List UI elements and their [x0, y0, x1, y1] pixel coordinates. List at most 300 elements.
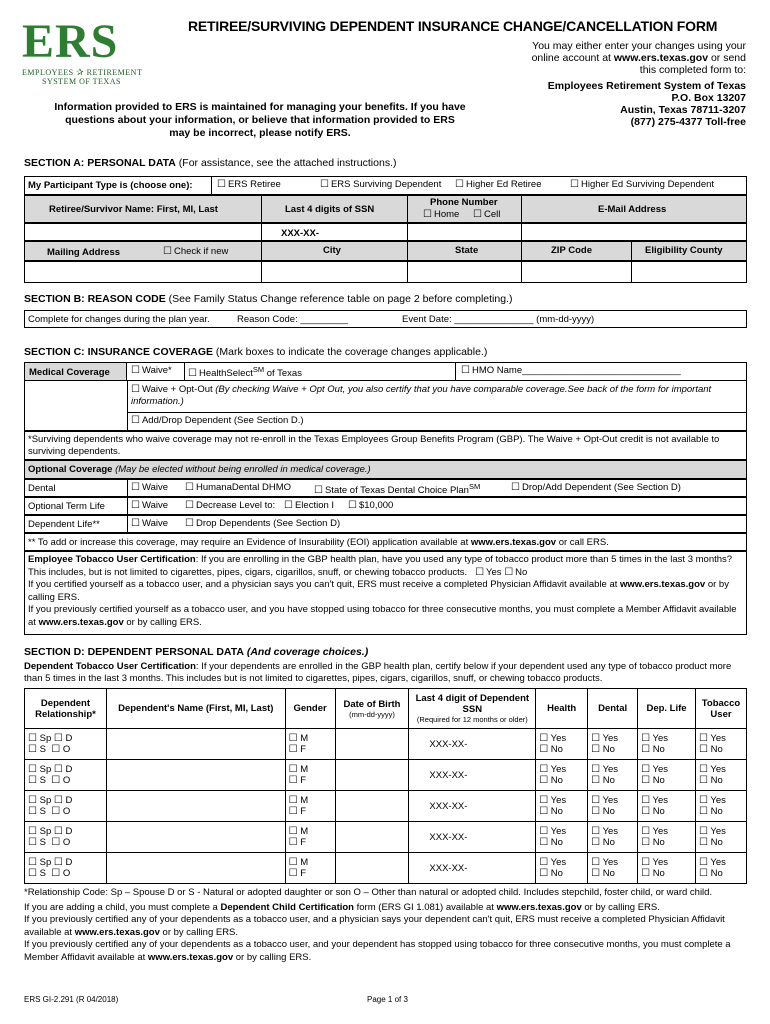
checkbox-dental-no[interactable]: ☐ — [591, 744, 601, 755]
col-dep-life: Dep. Life — [638, 689, 696, 729]
checkbox-tobacco-yes[interactable]: ☐ — [698, 857, 708, 868]
checkbox-dep-life-yes[interactable]: ☐ — [641, 857, 651, 868]
optional-coverage-note: (May be elected without being enrolled in medical coverage.) — [112, 464, 371, 475]
dep-physician-note — [24, 914, 747, 939]
checkbox-term-waive[interactable] — [131, 500, 168, 511]
no-label: No — [550, 837, 563, 848]
check-new-label: Check if new — [173, 246, 229, 257]
sm-mark: SM — [252, 365, 265, 374]
yes-label: Yes — [602, 795, 619, 806]
checkbox-female[interactable]: ☐ — [288, 837, 298, 848]
checkbox-dep-life-yes[interactable]: ☐ — [641, 733, 651, 744]
ers-surviving-label: ERS Surviving Dependent — [330, 179, 442, 190]
no-label: No — [652, 744, 665, 755]
checkbox-healthselect[interactable] — [188, 365, 302, 379]
checkbox-d[interactable]: ☐ — [53, 764, 63, 775]
address-line-2: P.O. Box 13207 — [671, 92, 746, 104]
home-label: Home — [433, 209, 460, 220]
checkbox-highered-surviving[interactable] — [570, 179, 714, 190]
no-label: No — [602, 744, 615, 755]
sp-label: Sp — [39, 764, 52, 775]
event-date-field[interactable]: Event Date: _______________ (mm-dd-yyyy) — [402, 314, 595, 325]
waive-opt-out-note: (By checking Waive + Opt Out, you also certify that you have comparable coverage.See back of the form for important information.) — [131, 384, 712, 407]
checkbox-medical-waive[interactable] — [131, 365, 172, 376]
zip-field[interactable] — [522, 262, 631, 282]
m-label: M — [300, 857, 309, 868]
dep-stop-link[interactable]: www.ers.texas.gov — [147, 951, 234, 963]
checkbox-dental-yes[interactable]: ☐ — [591, 795, 601, 806]
o-label: O — [62, 837, 71, 848]
checkbox-tobacco-no[interactable] — [504, 567, 515, 578]
tobacco-question-text: : If you are enrolling in the GBP health plan, have you used any type of tobacco product more than 5 times in the last 3 months? This includes, but is not limited to cigarettes, pipes, cigars, cigarillos, snuff, or chewing tobacco products. — [28, 554, 733, 578]
medical-coverage-label: Medical Coverage — [29, 367, 110, 378]
checkbox-o[interactable]: ☐ — [51, 868, 61, 879]
child-link[interactable]: www.ers.texas.gov — [496, 901, 582, 913]
submission-line-2 — [532, 52, 746, 64]
ssn-note: (Required for 12 months or older) — [416, 715, 528, 724]
ers-logo: ERS — [22, 15, 119, 68]
no-label: No — [602, 806, 615, 817]
no-label: No — [710, 806, 723, 817]
tobacco — [695, 791, 746, 822]
no-label: No — [550, 775, 563, 786]
dob-field[interactable] — [335, 822, 409, 853]
cell-label: Cell — [483, 209, 501, 220]
checkbox-tobacco-yes[interactable]: ☐ — [698, 826, 708, 837]
d-label: D — [65, 857, 73, 868]
dependent-name-field[interactable] — [106, 791, 285, 822]
phone-tollfree: (877) 275-4377 Toll-free — [630, 116, 746, 128]
checkbox-s[interactable]: ☐ — [28, 775, 37, 786]
checkbox-d[interactable]: ☐ — [53, 733, 63, 744]
physician-affidavit-note — [28, 579, 743, 604]
checkbox-health-no[interactable]: ☐ — [539, 775, 549, 786]
checkbox-dep-life-no[interactable]: ☐ — [641, 775, 651, 786]
o-label: O — [62, 744, 71, 755]
checkbox-male[interactable]: ☐ — [288, 826, 298, 837]
physician-text: If you certified yourself as a tobacco user, and a physician says you can't quit, ERS must receive a completed Physician Affidavit available at — [28, 579, 621, 590]
dental-row — [24, 479, 747, 497]
checkbox-hmo[interactable] — [461, 365, 681, 376]
submission-line-1: You may either enter your changes using your — [532, 40, 746, 52]
checkbox-o[interactable]: ☐ — [51, 775, 61, 786]
yes-label: Yes — [652, 795, 669, 806]
ssn-field[interactable]: XXX-XX- — [281, 228, 320, 239]
f-label: F — [300, 775, 307, 786]
ers-retiree-label: ERS Retiree — [227, 179, 281, 190]
ssn-prefix: XXX-XX- — [429, 862, 468, 874]
submission-info — [532, 40, 746, 128]
checkbox-tobacco-no[interactable]: ☐ — [698, 868, 708, 879]
checkbox-male[interactable]: ☐ — [288, 733, 298, 744]
f-label: F — [300, 806, 307, 817]
checkbox-tobacco-yes[interactable]: ☐ — [698, 733, 708, 744]
dob-field[interactable] — [335, 853, 409, 884]
dep-physician-text: If you previously certified any of your dependents as a tobacco user, and a physician says your dependent can't quit, ERS must receive a completed Physician Affidavit available at — [24, 914, 725, 938]
dependent-life-label: Dependent Life** — [28, 519, 100, 530]
checkbox-male[interactable]: ☐ — [288, 795, 298, 806]
dob-field[interactable] — [335, 729, 409, 760]
checkbox-deplife-waive[interactable] — [131, 518, 168, 529]
tobacco-question — [28, 554, 743, 579]
notice-line-1: Information provided to ERS is maintained for managing your benefits. If you have — [54, 101, 466, 113]
term-life-row — [24, 497, 747, 515]
checkbox-tobacco-yes[interactable]: ☐ — [698, 795, 708, 806]
dep-life — [638, 729, 696, 760]
checkbox-dep-life-yes[interactable]: ☐ — [641, 764, 651, 775]
dental — [588, 791, 638, 822]
checkbox-cell[interactable] — [473, 209, 500, 220]
checkbox-sp[interactable]: ☐ — [28, 795, 37, 806]
checkbox-humana-dhmo[interactable] — [185, 482, 291, 493]
checkbox-decrease-level[interactable] — [185, 500, 275, 511]
checkbox-dep-life-no[interactable]: ☐ — [641, 837, 651, 848]
checkbox-health-yes[interactable]: ☐ — [539, 826, 549, 837]
section-c-heading — [24, 346, 487, 358]
checkbox-dep-life-yes[interactable]: ☐ — [641, 826, 651, 837]
gender-cell — [285, 729, 335, 760]
county-label: Eligibility County — [645, 245, 723, 256]
f-label: F — [300, 868, 307, 879]
dependent-tobacco-cert — [24, 661, 747, 685]
state-dental-label: State of Texas Dental Choice Plan — [324, 485, 469, 497]
o-label: O — [62, 806, 71, 817]
dependent-life-row — [24, 515, 747, 533]
checkbox-dental-no[interactable]: ☐ — [591, 806, 601, 817]
section-d-notes — [24, 887, 747, 964]
dep-life — [638, 791, 696, 822]
ssn-header: Last 4 digit of Dependent SSN — [415, 693, 530, 715]
checkbox-highered-retiree[interactable] — [455, 179, 541, 190]
dependent-ssn-field[interactable] — [409, 760, 536, 791]
city-field[interactable] — [262, 262, 407, 282]
checkbox-tobacco-no[interactable]: ☐ — [698, 837, 708, 848]
privacy-notice — [30, 101, 490, 140]
checkbox-tobacco-yes[interactable] — [475, 567, 486, 578]
checkbox-tobacco-no[interactable]: ☐ — [698, 806, 708, 817]
participant-type-label: My Participant Type is (choose one): — [28, 180, 193, 191]
dependent-table — [24, 688, 747, 884]
no-label: No — [652, 806, 665, 817]
health — [536, 791, 588, 822]
health — [536, 853, 588, 884]
section-b-heading — [24, 293, 512, 305]
checkbox-home[interactable] — [423, 209, 459, 220]
checkbox-sp[interactable]: ☐ — [28, 857, 37, 868]
dental — [588, 822, 638, 853]
checkbox-ers-retiree[interactable] — [217, 179, 281, 190]
dep-physician-link[interactable]: www.ers.texas.gov — [74, 926, 160, 938]
sm-mark-2: SM — [468, 482, 481, 491]
state-label: State — [455, 245, 479, 256]
col-relationship: Dependent Relationship* — [25, 689, 107, 729]
logo-sub-2: RETIREMENT — [86, 68, 143, 77]
section-a-heading — [24, 157, 396, 169]
relationship-cell — [25, 729, 107, 760]
checkbox-new-address[interactable] — [163, 246, 228, 257]
yes-label: Yes — [710, 764, 726, 775]
mailing-address-field[interactable] — [25, 262, 261, 282]
yes-label: Yes — [710, 733, 726, 744]
checkbox-election-i[interactable] — [284, 500, 334, 511]
col-gender: Gender — [285, 689, 335, 729]
waive-opt-out-label: Waive + Opt-Out — [141, 384, 216, 395]
ssn-prefix: XXX-XX- — [429, 769, 468, 781]
checkbox-waive-opt-out[interactable] — [131, 384, 142, 395]
name-field[interactable] — [25, 224, 261, 240]
drop-dependents-label: Drop Dependents (See Section D) — [195, 518, 341, 529]
submission-line-2a: online account at — [531, 52, 614, 64]
zip-label: ZIP Code — [551, 245, 592, 256]
checkbox-dental-yes[interactable]: ☐ — [591, 826, 601, 837]
d-label: D — [65, 764, 73, 775]
dependent-row — [25, 729, 747, 760]
dependent-name-field[interactable] — [106, 760, 285, 791]
website-link[interactable]: www.ers.texas.gov — [613, 52, 709, 64]
state-field[interactable] — [408, 262, 521, 282]
ssn-label: Last 4 digits of SSN — [285, 204, 375, 215]
tobacco — [695, 729, 746, 760]
dependent-name-field[interactable] — [106, 822, 285, 853]
checkbox-dental-yes[interactable]: ☐ — [591, 733, 601, 744]
notice-line-3: may be incorrect, please notify ERS. — [169, 127, 351, 139]
yes-label: Yes — [550, 795, 567, 806]
f-label: F — [300, 837, 307, 848]
checkbox-d[interactable]: ☐ — [53, 795, 63, 806]
dental-drop-add-label: Drop/Add Dependent (See Section D) — [521, 482, 681, 493]
s-label: S — [39, 837, 46, 848]
term-life-label: Optional Term Life — [28, 501, 105, 512]
checkbox-dental-yes[interactable]: ☐ — [591, 764, 601, 775]
yes-label: Yes — [550, 857, 567, 868]
yes-label: Yes — [602, 857, 619, 868]
gender-cell — [285, 822, 335, 853]
checkbox-dental-yes[interactable]: ☐ — [591, 857, 601, 868]
checkbox-dental-no[interactable]: ☐ — [591, 775, 601, 786]
checkbox-ers-surviving[interactable] — [320, 179, 441, 190]
county-field[interactable] — [632, 262, 746, 282]
gender-cell — [285, 760, 335, 791]
checkbox-sp[interactable]: ☐ — [28, 826, 37, 837]
dependent-ssn-field[interactable] — [409, 791, 536, 822]
relationship-cell — [25, 853, 107, 884]
sp-label: Sp — [39, 826, 52, 837]
no-label: No — [602, 868, 615, 879]
section-a-title: SECTION A: PERSONAL DATA — [24, 157, 176, 169]
election-label: Election I — [294, 500, 335, 511]
section-d-heading — [24, 646, 368, 658]
physician-link[interactable]: www.ers.texas.gov — [620, 579, 706, 590]
f-label: F — [300, 744, 307, 755]
checkbox-dep-life-no[interactable]: ☐ — [641, 868, 651, 879]
dependent-name-field[interactable] — [106, 729, 285, 760]
city-label: City — [323, 245, 341, 256]
health — [536, 760, 588, 791]
reason-instruction: Complete for changes during the plan year. — [28, 314, 210, 325]
checkbox-sp[interactable]: ☐ — [28, 764, 37, 775]
email-label: E-Mail Address — [598, 204, 667, 215]
eoi-end: or call ERS. — [556, 537, 609, 548]
checkbox-dental-no[interactable]: ☐ — [591, 868, 601, 879]
checkbox-sp[interactable]: ☐ — [28, 733, 37, 744]
submission-line-3: this completed form to: — [639, 64, 746, 76]
eoi-note-row — [24, 533, 747, 551]
tobacco — [695, 853, 746, 884]
checkbox-d[interactable]: ☐ — [53, 857, 63, 868]
relationship-code-note: *Relationship Code: Sp – Spouse D or S - Natural or adopted daughter or son O – Other than natural or adopted child. Includes stepchild, foster child, or ward child. — [24, 887, 713, 898]
member-link[interactable]: www.ers.texas.gov — [38, 616, 124, 628]
eoi-link[interactable]: www.ers.texas.gov — [470, 537, 557, 548]
eoi-text: ** To add or increase this coverage, may require an Evidence of Insurability (EOI) application available at — [28, 537, 471, 548]
checkbox-female[interactable]: ☐ — [288, 868, 298, 879]
section-b-title: SECTION B: REASON CODE — [24, 293, 166, 305]
checkbox-s[interactable]: ☐ — [28, 806, 37, 817]
checkbox-female[interactable]: ☐ — [288, 744, 298, 755]
checkbox-male[interactable]: ☐ — [288, 857, 298, 868]
dep-cert-text: : If your dependents are enrolled in the GBP health plan, certify below if your dependent used any type of tobacco product more than 5 times in the last 3 months. This includes but is not limited to cigarettes, pipes, cigars, cigarillos, snuff, or chewing tobacco products. — [24, 661, 732, 684]
tobacco-no-label: No — [515, 566, 528, 578]
dob-field[interactable] — [335, 760, 409, 791]
dental-waive-label: Waive — [141, 482, 169, 493]
dob-field[interactable] — [335, 791, 409, 822]
checkbox-health-yes[interactable]: ☐ — [539, 857, 549, 868]
dependent-ssn-field[interactable] — [409, 729, 536, 760]
yes-label: Yes — [710, 795, 726, 806]
tenk-label: $10,000 — [358, 500, 394, 511]
dependent-row — [25, 791, 747, 822]
col-dob — [335, 689, 409, 729]
checkbox-female[interactable]: ☐ — [288, 775, 298, 786]
child-text-2: form (ERS GI 1.081) available at — [354, 901, 497, 913]
surviving-dependent-note: *Surviving dependents who waive coverage may not re-enroll in the Texas Employees Group Benefits Program (GBP). The Waive + Opt-Out credit is not available to surviving dependents. — [24, 431, 747, 460]
checkbox-10000[interactable] — [348, 500, 393, 511]
member-text: If you previously certified yourself as a tobacco user, and you have stopped using tobacco for three consecutive months, you must complete a Member Affidavit available at — [28, 604, 737, 628]
checkbox-s[interactable]: ☐ — [28, 837, 37, 848]
checkbox-health-no[interactable]: ☐ — [539, 837, 549, 848]
yes-label: Yes — [602, 733, 619, 744]
employee-tobacco-block — [24, 551, 747, 635]
section-b-note: (See Family Status Change reference table on page 2 before completing.) — [165, 293, 513, 305]
dental — [588, 853, 638, 884]
checkbox-tobacco-no[interactable]: ☐ — [698, 775, 708, 786]
checkbox-s[interactable]: ☐ — [28, 744, 37, 755]
checkbox-drop-dependents[interactable] — [185, 518, 340, 529]
reason-code-field[interactable]: Reason Code: _________ — [237, 314, 348, 325]
checkbox-health-yes[interactable]: ☐ — [539, 795, 549, 806]
medical-coverage-block — [24, 362, 747, 431]
checkbox-health-no[interactable]: ☐ — [539, 868, 549, 879]
address-header-row — [24, 241, 747, 261]
dep-life — [638, 853, 696, 884]
email-field[interactable] — [522, 224, 746, 240]
checkbox-dep-life-yes[interactable]: ☐ — [641, 795, 651, 806]
col-health: Health — [536, 689, 588, 729]
checkbox-dental-waive[interactable] — [131, 482, 168, 493]
optional-coverage-label: Optional Coverage — [28, 464, 113, 475]
checkbox-dental-drop-add[interactable] — [511, 482, 681, 493]
checkbox-male[interactable]: ☐ — [288, 764, 298, 775]
form-title: RETIREE/SURVIVING DEPENDENT INSURANCE CHANGE/CANCELLATION FORM — [188, 18, 718, 34]
checkbox-dental-no[interactable]: ☐ — [591, 837, 601, 848]
checkbox-health-no[interactable]: ☐ — [539, 806, 549, 817]
checkbox-dep-life-no[interactable]: ☐ — [641, 744, 651, 755]
eoi-note — [28, 537, 609, 548]
checkbox-o[interactable]: ☐ — [51, 744, 61, 755]
tobacco — [695, 760, 746, 791]
checkbox-add-drop-dependent[interactable] — [131, 415, 304, 426]
col-ssn — [409, 689, 536, 729]
s-label: S — [39, 868, 46, 879]
checkbox-tobacco-yes[interactable]: ☐ — [698, 764, 708, 775]
no-label: No — [652, 868, 665, 879]
no-label: No — [710, 837, 723, 848]
checkbox-health-yes[interactable]: ☐ — [539, 764, 549, 775]
relationship-cell — [25, 822, 107, 853]
healthselect-label: HealthSelect — [198, 368, 253, 380]
section-c-note: (Mark boxes to indicate the coverage changes applicable.) — [213, 346, 488, 358]
optional-coverage-header — [24, 460, 747, 479]
ssn-prefix: XXX-XX- — [429, 738, 468, 750]
highered-retiree-label: Higher Ed Retiree — [465, 179, 542, 190]
no-label: No — [602, 775, 615, 786]
deplife-waive-label: Waive — [141, 518, 169, 529]
dependent-row — [25, 853, 747, 884]
s-label: S — [39, 744, 46, 755]
checkbox-health-yes[interactable]: ☐ — [539, 733, 549, 744]
form-number: ERS GI-2.291 (R 04/2018) — [24, 995, 119, 1004]
dep-life — [638, 760, 696, 791]
checkbox-d[interactable]: ☐ — [53, 826, 63, 837]
no-label: No — [652, 837, 665, 848]
child-cert-form: Dependent Child Certification — [220, 901, 354, 913]
o-label: O — [62, 868, 71, 879]
child-text-1: If you are adding a child, you must complete a — [24, 901, 221, 913]
add-drop-label: Add/Drop Dependent (See Section D.) — [141, 415, 304, 426]
no-label: No — [550, 744, 563, 755]
dependent-ssn-field[interactable] — [409, 822, 536, 853]
member-affidavit-note — [28, 604, 743, 629]
yes-label: Yes — [602, 764, 619, 775]
member-end: or by calling ERS. — [123, 616, 202, 628]
checkbox-tobacco-no[interactable]: ☐ — [698, 744, 708, 755]
mailing-address-label: Mailing Address — [47, 247, 121, 258]
logo-sub-1: EMPLOYEES — [22, 68, 74, 77]
checkbox-health-no[interactable]: ☐ — [539, 744, 549, 755]
logo-subtitle-3: SYSTEM OF TEXAS — [42, 77, 121, 86]
address-line-1: Employees Retirement System of Texas — [547, 80, 746, 92]
checkbox-o[interactable]: ☐ — [51, 837, 61, 848]
dependent-row — [25, 822, 747, 853]
dep-life — [638, 822, 696, 853]
yes-label: Yes — [652, 826, 669, 837]
checkbox-female[interactable]: ☐ — [288, 806, 298, 817]
dental — [588, 729, 638, 760]
no-label: No — [710, 744, 723, 755]
col-name: Dependent's Name (First, MI, Last) — [106, 689, 285, 729]
term-waive-label: Waive — [141, 500, 169, 511]
checkbox-s[interactable]: ☐ — [28, 868, 37, 879]
checkbox-o[interactable]: ☐ — [51, 806, 61, 817]
checkbox-dep-life-no[interactable]: ☐ — [641, 806, 651, 817]
section-d-title: SECTION D: DEPENDENT PERSONAL DATA — [24, 646, 244, 658]
phone-field[interactable] — [408, 224, 521, 240]
dep-cert-title: Dependent Tobacco User Certification — [24, 661, 196, 672]
dependent-ssn-field[interactable] — [409, 853, 536, 884]
checkbox-state-dental-choice[interactable] — [314, 482, 480, 496]
dependent-name-field[interactable] — [106, 853, 285, 884]
ssn-prefix: XXX-XX- — [429, 831, 468, 843]
address-entry-row — [24, 261, 747, 283]
